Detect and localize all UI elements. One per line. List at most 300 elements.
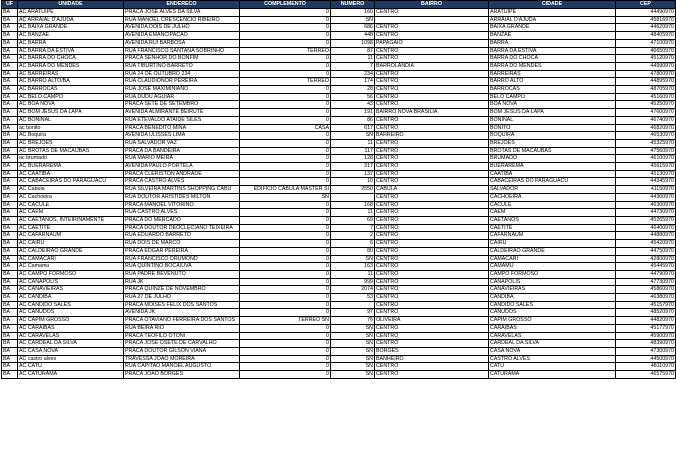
cell-uf: BA — [2, 32, 18, 40]
cell-complemento: 0 — [240, 332, 331, 340]
cell-endereco: PRACA MOISES FELIX DOS SANTOS — [124, 301, 240, 309]
cell-numero: SN — [331, 255, 375, 263]
table-row — [2, 147, 676, 155]
cell-endereco: RUA 27 DE JULHO — [124, 294, 240, 302]
cell-endereco: RUA SALVADOR VAZ — [124, 139, 240, 147]
cell-cep: 45120970 — [616, 55, 676, 63]
cell-uf: BA — [2, 317, 18, 325]
table-row — [2, 332, 676, 340]
cell-cep: 45420970 — [616, 240, 676, 248]
cell-numero: 168 — [331, 201, 375, 209]
cell-numero — [331, 301, 375, 309]
cell-complemento: 0 — [240, 224, 331, 232]
cell-uf: BA — [2, 62, 18, 70]
cell-cidade: BREJOES — [489, 139, 616, 147]
header-bairro: BAIRRO — [375, 1, 489, 9]
cell-endereco: PRACA JOAO BORGES — [124, 371, 240, 379]
table-row — [2, 301, 676, 309]
cell-bairro: CENTRO — [375, 340, 489, 348]
cell-uf: BA — [2, 309, 18, 317]
cell-cidade: CARAVELAS — [489, 332, 616, 340]
cell-endereco: PRACA CLERISTON ANDRADE — [124, 170, 240, 178]
cell-bairro: CENTRO — [375, 232, 489, 240]
cell-cidade: CAIRU — [489, 240, 616, 248]
cell-complemento: 0 — [240, 24, 331, 32]
cell-complemento: 0 — [240, 178, 331, 186]
cell-uf: BA — [2, 224, 18, 232]
cell-bairro: CENTRO — [375, 324, 489, 332]
cell-uf: BA — [2, 294, 18, 302]
cell-cep: 44345970 — [616, 178, 676, 186]
cell-complemento: 0 — [240, 147, 331, 155]
table-row — [2, 201, 676, 209]
cell-cidade: BARRA DO MENDES — [489, 62, 616, 70]
cell-cep: 46820970 — [616, 124, 676, 132]
cell-uf: BA — [2, 132, 18, 140]
cell-cep: 48405970 — [616, 32, 676, 40]
cell-unidade: ac brumado — [18, 155, 124, 163]
cell-uf: BA — [2, 216, 18, 224]
cell-unidade: AC CAMPO FORMOSO — [18, 270, 124, 278]
cell-numero: 87 — [331, 47, 375, 55]
table-row — [2, 309, 676, 317]
header-cep: CEP — [616, 1, 676, 9]
cell-unidade: AC Cabula — [18, 186, 124, 194]
cell-uf: BA — [2, 147, 18, 155]
cell-cidade: CASTRO ALVES — [489, 355, 616, 363]
cell-cep: 44990970 — [616, 62, 676, 70]
cell-unidade: ac bonito — [18, 124, 124, 132]
cell-uf: BA — [2, 255, 18, 263]
cell-uf: BA — [2, 9, 18, 17]
cell-cidade: CASA NOVA — [489, 347, 616, 355]
cell-unidade: AC Camamu — [18, 263, 124, 271]
cell-numero: 10 — [331, 178, 375, 186]
cell-cep: 45265970 — [616, 216, 676, 224]
cell-unidade: AC CANDIBA — [18, 294, 124, 302]
cell-cep: 46650970 — [616, 47, 676, 55]
cell-uf: BA — [2, 332, 18, 340]
cell-bairro: CENTRO — [375, 93, 489, 101]
cell-cep: 46100970 — [616, 155, 676, 163]
cell-unidade: AC BARROCAS — [18, 86, 124, 94]
cell-cep: 45615970 — [616, 163, 676, 171]
cell-numero: SN — [331, 355, 375, 363]
cell-numero: 1098 — [331, 39, 375, 47]
header-row — [2, 1, 676, 9]
table-row — [2, 39, 676, 47]
cell-cidade: CAETANOS — [489, 216, 616, 224]
cell-numero: 28 — [331, 86, 375, 94]
cell-endereco: RUA CLAUDIONOR PEREIRA — [124, 78, 240, 86]
cell-endereco: PRACA DA BANDEIRA — [124, 147, 240, 155]
cell-numero: 448 — [331, 32, 375, 40]
cell-unidade: AC CÂNDIDO SALES — [18, 301, 124, 309]
cell-unidade: AC CALDEIRÃO GRANDE — [18, 247, 124, 255]
cell-uf: BA — [2, 16, 18, 24]
cell-numero: SN — [331, 16, 375, 24]
cell-unidade: AC BREJOES — [18, 139, 124, 147]
cell-numero: 11 — [331, 209, 375, 217]
cell-bairro: CENTRO — [375, 201, 489, 209]
cell-cep: 47600970 — [616, 109, 676, 117]
table-row — [2, 240, 676, 248]
table-row — [2, 70, 676, 78]
cell-bairro: CENTRO — [375, 147, 489, 155]
cell-numero: 999 — [331, 278, 375, 286]
cell-bairro: BARREIRO — [375, 132, 489, 140]
cell-cep: 44500970 — [616, 355, 676, 363]
cell-numero: 86 — [331, 116, 375, 124]
cell-unidade: AC BOA NOVA — [18, 101, 124, 109]
cell-unidade: AC BARRA DA ESTIVA — [18, 47, 124, 55]
cell-uf: BA — [2, 116, 18, 124]
cell-cep: 47100970 — [616, 39, 676, 47]
cell-complemento: 0 — [240, 170, 331, 178]
cell-cidade: BONITO — [489, 124, 616, 132]
cell-unidade: AC CANAVIEIRAS — [18, 286, 124, 294]
cell-endereco: RUA FRANCISCO SANTANA SOBRINHO — [124, 47, 240, 55]
cell-unidade: AC castro alves — [18, 355, 124, 363]
cell-complemento: 0 — [240, 294, 331, 302]
cell-cep: 41150970 — [616, 186, 676, 194]
header-uf: UF — [2, 1, 18, 9]
cell-uf: BA — [2, 240, 18, 248]
cell-endereco: RUA JOSE MAXIMINIANO — [124, 86, 240, 94]
cell-numero: SN — [331, 332, 375, 340]
cell-cidade: CAATIBA — [489, 170, 616, 178]
table-row — [2, 209, 676, 217]
cell-numero: 43 — [331, 101, 375, 109]
cell-unidade: AC BARRO ALTO/BA — [18, 78, 124, 86]
table-body — [2, 9, 676, 379]
cell-endereco: PRACA DOUTOR DEOCLECIANO TEIXEIRA — [124, 224, 240, 232]
cell-numero: 11 — [331, 55, 375, 63]
cell-uf: BA — [2, 286, 18, 294]
cell-numero: 686 — [331, 24, 375, 32]
table-row — [2, 132, 676, 140]
cell-cidade: CABACEIRAS DO PARAGUACU — [489, 178, 616, 186]
table-row — [2, 371, 676, 379]
cell-endereco: RUA 24 DE OUTUBRO 234 — [124, 70, 240, 78]
cell-cidade: BONINAL — [489, 116, 616, 124]
cell-complemento: 0 — [240, 62, 331, 70]
cell-unidade: AC BAIXA GRANDE — [18, 24, 124, 32]
cell-uf: BA — [2, 101, 18, 109]
cell-endereco: PRACA CASTRO ALVES — [124, 178, 240, 186]
cell-numero: 174 — [331, 78, 375, 86]
cell-endereco: PRACA QUINZE DE NOVEMBRO — [124, 286, 240, 294]
cell-bairro: CENTRO — [375, 209, 489, 217]
table-row — [2, 62, 676, 70]
table-row — [2, 178, 676, 186]
cell-bairro: CENTRO — [375, 224, 489, 232]
cell-complemento: 0 — [240, 371, 331, 379]
header-endereco: ENDERECO — [124, 1, 240, 9]
cell-cep: 45177970 — [616, 324, 676, 332]
cell-unidade: AC CARAVELAS — [18, 332, 124, 340]
cell-cidade: ARRAIAL D'AJUDA — [489, 16, 616, 24]
cell-complemento: 0 — [240, 139, 331, 147]
cell-bairro — [375, 16, 489, 24]
table-row — [2, 155, 676, 163]
cell-complemento: 0 — [240, 155, 331, 163]
cell-numero: 53 — [331, 294, 375, 302]
cell-unidade: AC BROTAS DE MACAUBAS — [18, 147, 124, 155]
cell-cep: 45157970 — [616, 301, 676, 309]
cell-numero: 80 — [331, 247, 375, 255]
cell-bairro: CENTRO — [375, 286, 489, 294]
cell-numero: 234 — [331, 70, 375, 78]
cell-complemento: 0 — [240, 109, 331, 117]
cell-numero: SN — [331, 371, 375, 379]
cell-numero: 317 — [331, 163, 375, 171]
cell-uf: BA — [2, 86, 18, 94]
cell-complemento: 0 — [240, 363, 331, 371]
cell-endereco: RUA PADRE BEVENUTO — [124, 270, 240, 278]
cell-complemento: 0 — [240, 163, 331, 171]
cell-cidade: BOA NOVA — [489, 101, 616, 109]
cell-bairro: CENTRO — [375, 163, 489, 171]
cell-bairro: CENTRO — [375, 332, 489, 340]
cell-uf: BA — [2, 155, 18, 163]
cell-endereco: PRACA EDGAR PEREIRA — [124, 247, 240, 255]
cell-numero: 7 — [331, 224, 375, 232]
header-unidade: UNIDADE — [18, 1, 124, 9]
cell-bairro: BANHEIRO — [375, 355, 489, 363]
cell-endereco: AVENIDA EMANCIPACAO — [124, 32, 240, 40]
cell-cidade: CANAPOLIS — [489, 278, 616, 286]
cell-numero: 56 — [331, 93, 375, 101]
cell-cidade: CALDEIRAO GRANDE — [489, 247, 616, 255]
cell-cidade: CAMAMU — [489, 263, 616, 271]
header-complemento: COMPLEMENTO — [240, 1, 331, 9]
cell-bairro: CENTRO — [375, 55, 489, 63]
cell-bairro: CENTRO — [375, 309, 489, 317]
table-row — [2, 163, 676, 171]
header-cidade: CIDADE — [489, 1, 616, 9]
cell-uf: BA — [2, 109, 18, 117]
cell-endereco: PRACA OTAVIANO FERREIRA DOS SANTOS — [124, 317, 240, 325]
cell-cep: 44820970 — [616, 317, 676, 325]
table-row — [2, 139, 676, 147]
cell-uf: BA — [2, 263, 18, 271]
cell-endereco: AVENIDA ALMIRANTE BEIRUTE — [124, 109, 240, 117]
cell-cidade: BARREIRAS — [489, 70, 616, 78]
cell-numero: 137 — [331, 170, 375, 178]
cell-cep: 47800970 — [616, 70, 676, 78]
cell-complemento: 0 — [240, 232, 331, 240]
cell-numero: SN — [331, 363, 375, 371]
cell-numero: 128 — [331, 155, 375, 163]
cell-bairro: PAPAGAIO — [375, 39, 489, 47]
cell-cidade: BARRO ALTO — [489, 78, 616, 86]
cell-bairro: CENTRO — [375, 9, 489, 17]
cell-endereco: PRACA JOSE OSETE DE CARVALHO — [124, 340, 240, 348]
table-row — [2, 255, 676, 263]
cell-cep: 44620970 — [616, 24, 676, 32]
cell-numero: 617 — [331, 124, 375, 132]
cell-endereco: AVENIDA RUI BARBOSA — [124, 39, 240, 47]
cell-bairro: CENTRO — [375, 363, 489, 371]
cell-unidade: AC CAPIM GROSSO — [18, 317, 124, 325]
table-row — [2, 263, 676, 271]
table-row — [2, 278, 676, 286]
cell-endereco: PRACA BENEDITO MINA — [124, 124, 240, 132]
cell-cidade: CANUDOS — [489, 309, 616, 317]
cell-unidade: AC CAEM — [18, 209, 124, 217]
cell-cep: 48390970 — [616, 340, 676, 348]
cell-bairro: CENTRO — [375, 139, 489, 147]
cell-bairro: BORGES — [375, 347, 489, 355]
cell-endereco: PRACA SETE DE SETEMBRO — [124, 101, 240, 109]
cell-numero: 163 — [331, 263, 375, 271]
cell-bairro: CENTRO — [375, 240, 489, 248]
cell-uf: BA — [2, 347, 18, 355]
table-row — [2, 16, 676, 24]
cell-cep: 48520970 — [616, 309, 676, 317]
cell-complemento: TERREO — [240, 78, 331, 86]
cell-complemento: 0 — [240, 286, 331, 294]
cell-bairro: CENTRO — [375, 255, 489, 263]
cell-cidade: CACHOEIRA — [489, 193, 616, 201]
table-row — [2, 116, 676, 124]
cell-endereco: RUA BEIRA RIO — [124, 324, 240, 332]
table-row — [2, 101, 676, 109]
cell-cep: 46300970 — [616, 201, 676, 209]
cell-unidade: AC BANZAÊ — [18, 32, 124, 40]
cell-uf: BA — [2, 209, 18, 217]
cell-unidade: AC ARATUIPE — [18, 9, 124, 17]
cell-complemento: 0 — [240, 93, 331, 101]
cell-bairro: CENTRO — [375, 78, 489, 86]
cell-cidade: CAPIM GROSSO — [489, 317, 616, 325]
cell-bairro: CENTRO — [375, 193, 489, 201]
cell-cidade: CARAIBAS — [489, 324, 616, 332]
cell-cep: 45445970 — [616, 263, 676, 271]
cell-bairro: CENTRO — [375, 247, 489, 255]
cell-bairro: CENTRO — [375, 86, 489, 94]
cell-cidade: SALVADOR — [489, 186, 616, 194]
cell-numero: SN — [331, 340, 375, 348]
cell-bairro: CENTRO — [375, 278, 489, 286]
cell-endereco: RUA CAPITAO MANOEL AUGUSTO — [124, 363, 240, 371]
cell-unidade: AC BARRA — [18, 39, 124, 47]
cell-unidade: AC BARREIRAS — [18, 70, 124, 78]
cell-uf: BA — [2, 39, 18, 47]
cell-unidade: AC CAIRU — [18, 240, 124, 248]
cell-endereco: RUA SILVEIRA MARTINS SHOPPING CABU — [124, 186, 240, 194]
cell-complemento: TERREO — [240, 47, 331, 55]
cell-bairro: CENTRO — [375, 124, 489, 132]
cell-complemento: 0 — [240, 201, 331, 209]
table-row — [2, 247, 676, 255]
cell-numero: SN — [331, 347, 375, 355]
cell-cep: 42800970 — [616, 255, 676, 263]
cell-unidade: AC CANAPOLIS — [18, 278, 124, 286]
cell-unidade: AC Boquira — [18, 132, 124, 140]
cell-cep: 44300970 — [616, 193, 676, 201]
cell-cidade: CATU — [489, 363, 616, 371]
cell-numero: 7 — [331, 62, 375, 70]
cell-uf: BA — [2, 340, 18, 348]
cell-complemento: 0 — [240, 216, 331, 224]
cell-cep: 44750970 — [616, 247, 676, 255]
cell-complemento: TERREO SN — [240, 317, 331, 325]
cell-uf: BA — [2, 270, 18, 278]
cell-bairro: CENTRO — [375, 301, 489, 309]
cell-cidade: CAETITE — [489, 224, 616, 232]
cell-cep: 44790970 — [616, 270, 676, 278]
cell-unidade: AC BOM JESUS DA LAPA — [18, 109, 124, 117]
cell-numero — [331, 193, 375, 201]
cell-cep: 46575970 — [616, 371, 676, 379]
cell-endereco: RUA QUINTINO BOCAIUVA — [124, 263, 240, 271]
cell-uf: BA — [2, 47, 18, 55]
table-row — [2, 363, 676, 371]
cell-complemento: 0 — [240, 86, 331, 94]
cell-cep: 45130970 — [616, 170, 676, 178]
table-row — [2, 294, 676, 302]
cell-uf: BA — [2, 193, 18, 201]
cell-endereco: RUA EDUARDO BARRETO — [124, 232, 240, 240]
cell-cep: 44730970 — [616, 209, 676, 217]
cell-uf: BA — [2, 78, 18, 86]
cell-complemento: 0 — [240, 270, 331, 278]
cell-uf: BA — [2, 186, 18, 194]
cell-unidade: AC CANUDOS — [18, 309, 124, 317]
table-row — [2, 32, 676, 40]
table-row — [2, 86, 676, 94]
cell-bairro: CENTRO — [375, 178, 489, 186]
cell-cidade: CANDIBA — [489, 294, 616, 302]
cell-bairro: BARROLANDIA — [375, 62, 489, 70]
cell-cidade: BOM JESUS DA LAPA — [489, 109, 616, 117]
cell-complemento: 0 — [240, 101, 331, 109]
cell-numero: 2074 — [331, 286, 375, 294]
table-row — [2, 324, 676, 332]
cell-complemento: 0 — [240, 16, 331, 24]
cell-endereco: RUA JK — [124, 278, 240, 286]
table-row — [2, 9, 676, 17]
table-row — [2, 286, 676, 294]
cell-bairro: CENTRO — [375, 371, 489, 379]
cell-cidade: BARRA DA ESTIVA — [489, 47, 616, 55]
cell-numero: 160 — [331, 9, 375, 17]
cell-uf: BA — [2, 178, 18, 186]
cell-bairro: CENTRO — [375, 155, 489, 163]
cell-complemento: 0 — [240, 240, 331, 248]
cell-endereco: RUA ETEVALDO ATAIDE SILES — [124, 116, 240, 124]
cell-unidade: AC BARRA DO MENDES — [18, 62, 124, 70]
cell-cep: 44490970 — [616, 9, 676, 17]
cell-complemento: 0 — [240, 355, 331, 363]
cell-cep: 46530970 — [616, 132, 676, 140]
cell-numero: SN — [331, 324, 375, 332]
cell-uf: BA — [2, 201, 18, 209]
cell-endereco: RUA DOIS DE MARCO — [124, 240, 240, 248]
cell-bairro: CENTRO — [375, 263, 489, 271]
cell-endereco: PRACA DO MERCADO — [124, 216, 240, 224]
cell-bairro: CENTRO — [375, 101, 489, 109]
cell-complemento: 0 — [240, 9, 331, 17]
cell-cep: 45900970 — [616, 332, 676, 340]
header-numero: NUMERO — [331, 1, 375, 9]
cell-endereco: AVENIDA JK — [124, 309, 240, 317]
cell-unidade: AC CACULE — [18, 201, 124, 209]
cell-cep: 45250970 — [616, 101, 676, 109]
cell-numero: 69 — [331, 216, 375, 224]
